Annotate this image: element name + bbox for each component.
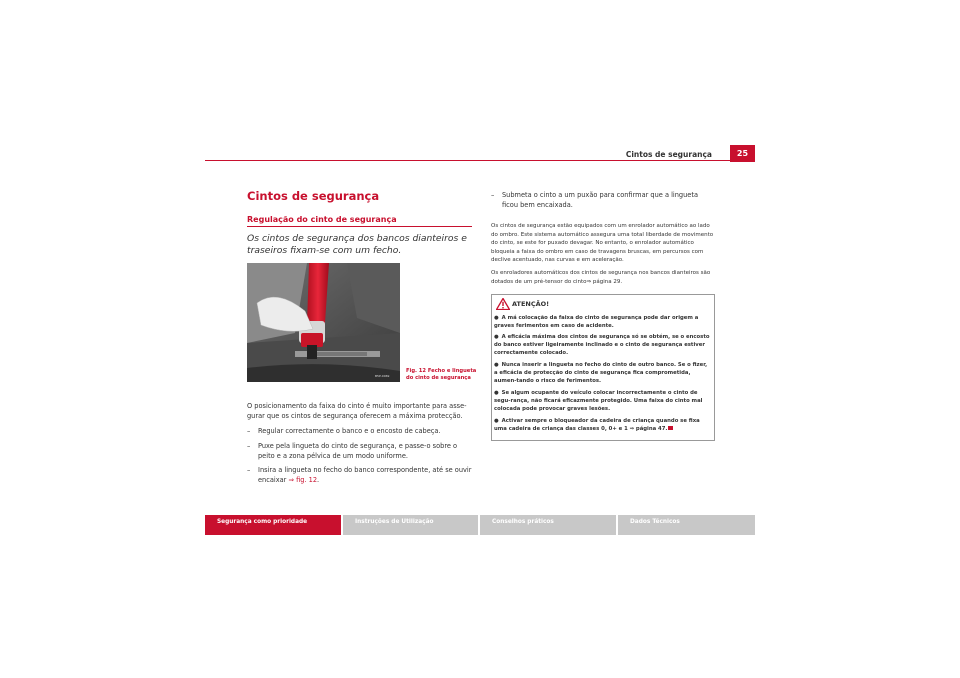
figure-caption-line1: Fig. 12 Fecho e lingueta: [406, 368, 477, 374]
warning-item-text: Activar sempre o bloqueador da cadeira de criança quando se fixa uma cadeira de criança das classes 0, 0+ e 1 ⇒ página 47.: [494, 418, 700, 433]
header-rule: [205, 160, 730, 161]
section-end-marker: [668, 426, 673, 430]
warning-header: [492, 295, 714, 311]
list-item: – Puxe pela lingueta do cinto de segurança, e passe-o sobre o peito e a zona pélvica de um modo uniforme.: [247, 442, 472, 461]
figure-image-code: B5P-0069: [375, 374, 390, 378]
page-number: 25: [730, 145, 755, 162]
step-text: Regular correctamente o banco e o encosto de cabeça.: [258, 427, 441, 435]
step-text: Submeta o cinto a um puxão para confirmar que a lingueta ficou bem encaixada.: [502, 191, 698, 209]
footer-tab-instructions[interactable]: Instruções de Utilização: [343, 515, 478, 535]
warning-triangle-icon: [496, 298, 510, 310]
step-text: Insira a lingueta no fecho do banco correspondente, até se ouvir encaixar: [258, 466, 472, 484]
figure-caption-line2: do cinto de segurança: [406, 374, 471, 381]
warning-item: ● Nunca inserir a lingueta no fecho do cinto de outro banco. Se o fizer, a eficácia de protecção do cinto de segurança fica comprometida, aumen-tando o risco de ferimentos.: [494, 362, 708, 385]
positioning-paragraph: O posicionamento da faixa do cinto é muito importante para asse-gurar que os cintos de segurança oferecem a máxima protecção.: [247, 402, 467, 420]
warning-box: [491, 294, 715, 441]
seatbelt-buckle-illustration: [247, 263, 400, 382]
list-item: – Insira a lingueta no fecho do banco correspondente, até se ouvir encaixar ⇒ fig. 12.: [247, 466, 472, 484]
warning-item-text: A eficácia máxima dos cintos de segurança só se obtém, se o encosto do banco estiver ligeiramente inclinado e o cinto de segurança estiver correctamente colocado.: [494, 334, 710, 357]
figure-caption: [406, 368, 476, 381]
footer-tab-safety[interactable]: Segurança como prioridade: [205, 515, 341, 535]
running-header-title: Cintos de segurança: [625, 150, 712, 159]
warning-item: ● Activar sempre o bloqueador da cadeira de criança quando se fixa uma cadeira de criança das classes 0, 0+ e 1 ⇒ página 47.: [494, 418, 700, 433]
subsection-rule: [247, 226, 472, 227]
footer-tab-technical-data[interactable]: Dados Técnicos: [618, 515, 755, 535]
retractor-paragraph: Os cintos de segurança estão equipados com um enrolador automático ao lado do ombro. Este sistema automático assegura uma total liberdade de movimento do cinto, se este for puxado devagar. No entanto, o enrolador automático bloqueia a faixa do ombro em caso de travagens bruscas, em percursos com declive acentuado, nas curvas e em aceleração.: [491, 223, 714, 263]
warning-item: ● A eficácia máxima dos cintos de segurança só se obtém, se o encosto do banco estiver ligeiramente inclinado e o cinto de segurança estiver correctamente colocado.: [494, 334, 710, 357]
warning-item: ● Se algum ocupante do veículo colocar incorrectamente o cinto de segu-rança, não ficará eficazmente protegido. Uma faixa do cinto mal colocada pode provocar graves lesões.: [494, 390, 703, 413]
subsection-title: Regulação do cinto de segurança: [247, 215, 397, 224]
footer-tab-practical-tips[interactable]: Conselhos práticos: [480, 515, 616, 535]
warning-title: ATENÇÃO!: [512, 300, 550, 308]
warning-item-text: Se algum ocupante do veículo colocar incorrectamente o cinto de segu-rança, não ficará eficazmente protegido. Uma faixa do cinto mal colocada pode provocar graves lesões.: [494, 390, 703, 413]
warning-item-text: A má colocação da faixa do cinto de segurança pode dar origem a graves ferimentos em caso de acidente.: [494, 315, 699, 330]
step-end: .: [317, 475, 320, 484]
list-item: – Regular correctamente o banco e o encosto de cabeça.: [247, 427, 472, 437]
list-item: – Submeta o cinto a um puxão para confirmar que a lingueta ficou bem encaixada.: [491, 191, 716, 210]
warning-item-text: Nunca inserir a lingueta no fecho do cinto de outro banco. Se o fizer, a eficácia de protecção do cinto de segurança fica comprometida, aumen-tando o risco de ferimentos.: [494, 362, 708, 385]
section-title: Cintos de segurança: [247, 189, 380, 203]
figure-reference-link[interactable]: ⇒ fig. 12: [288, 475, 318, 484]
warning-item: ● A má colocação da faixa do cinto de segurança pode dar origem a graves ferimentos em caso de acidente.: [494, 315, 699, 330]
pretensioner-paragraph: Os enroladores automáticos dos cintos de segurança nos bancos dianteiros são dotados de um pré-tensor do cinto⇒ página 29.: [491, 270, 711, 285]
step-text: Puxe pela lingueta do cinto de segurança, e passe-o sobre o peito e a zona pélvica de um modo uniforme.: [258, 442, 458, 460]
section-intro: Os cintos de segurança dos bancos dianteiros e traseiros fixam-se com um fecho.: [247, 233, 467, 256]
seatbelt-buckle-figure: [247, 263, 400, 382]
